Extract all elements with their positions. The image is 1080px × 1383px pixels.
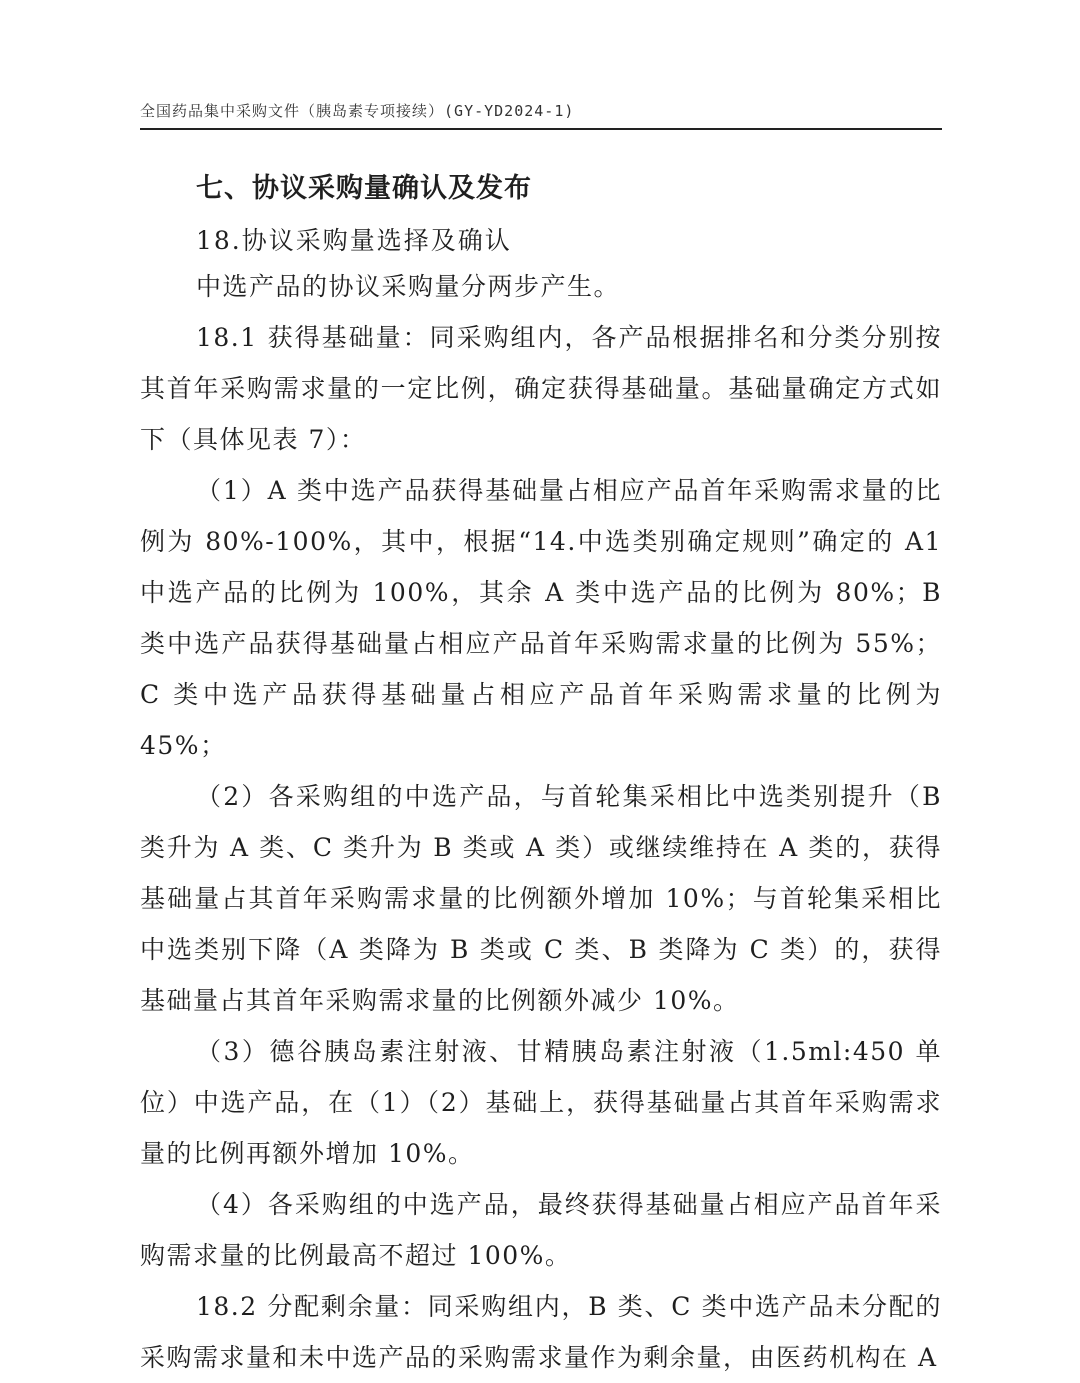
body-text <box>140 261 942 1383</box>
paragraph-18-2: 18.2 分配剩余量：同采购组内，B 类、C 类中选产品未分配的采购需求量和未中选产品的采购需求量作为剩余量，由医药机构在 A <box>140 1292 942 1372</box>
running-header: 全国药品集中采购文件（胰岛素专项接续）(GY-YD2024-1) <box>140 102 575 120</box>
paragraph-intro: 中选产品的协议采购量分两步产生。 <box>196 272 621 301</box>
paragraph-item-2: （2）各采购组的中选产品，与首轮集采相比中选类别提升（B 类升为 A 类、C 类升为 B 类或 A 类）或继续维持在 A 类的，获得基础量占其首年采购需求量的比例额外增加 10%；与首轮集采相比中选类别下降（A 类降为 B 类或 C 类、B 类降为 C 类）的，获得基础量占其首年采购需求量的比例额外减少 10%。 <box>140 782 942 1015</box>
paragraph-item-4: （4）各采购组的中选产品，最终获得基础量占相应产品首年采购需求量的比例最高不超过 100%。 <box>140 1190 942 1270</box>
paragraph-18-1: 18.1 获得基础量：同采购组内，各产品根据排名和分类分别按其首年采购需求量的一定比例，确定获得基础量。基础量确定方式如下（具体见表 7）： <box>140 323 942 454</box>
paragraph-item-1: （1）A 类中选产品获得基础量占相应产品首年采购需求量的比例为 80%-100%，其中，根据“14.中选类别确定规则”确定的 A1 中选产品的比例为 100%，其余 A 类中选产品的比例为 80%；B 类中选产品获得基础量占相应产品首年采购需求量的比例为 55%；C 类中选产品获得基础量占相应产品首年采购需求量的比例为 45%； <box>140 476 943 760</box>
subsection-heading: 18.协议采购量选择及确认 <box>196 226 512 255</box>
paragraph-item-3: （3）德谷胰岛素注射液、甘精胰岛素注射液（1.5ml:450 单位）中选产品，在（1）（2）基础上，获得基础量占其首年采购需求量的比例再额外增加 10%。 <box>140 1037 942 1168</box>
header-divider <box>140 128 942 130</box>
section-heading: 七、协议采购量确认及发布 <box>196 173 532 204</box>
